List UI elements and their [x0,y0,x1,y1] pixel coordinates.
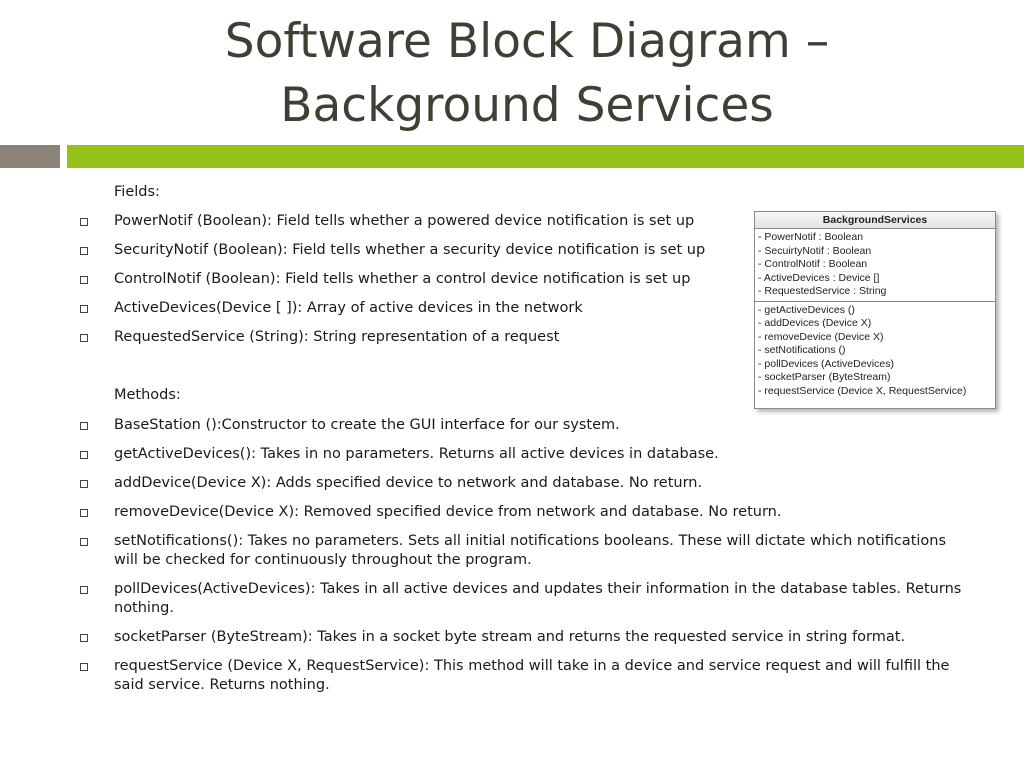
bullet-icon [80,634,88,642]
method-item: removeDevice(Device X): Removed specified device from network and database. No return. [114,504,782,520]
method-item: requestService (Device X, RequestService): This method will take in a device and service request and will fulfill the said service. Returns nothing. [114,658,950,693]
accent-bar-gray [0,145,60,168]
bullet-icon [80,509,88,517]
uml-operation: - pollDevices (ActiveDevices) [758,357,894,370]
uml-operation: - removeDevice (Device X) [758,330,884,343]
method-item: getActiveDevices(): Takes in no parameters. Returns all active devices in database. [114,446,719,462]
uml-operations [755,302,995,401]
uml-operation: - requestService (Device X, RequestService) [758,384,967,397]
uml-attribute: - ControlNotif : Boolean [758,258,868,270]
accent-bar-green [67,145,1024,168]
method-item: BaseStation ():Constructor to create the GUI interface for our system. [114,417,620,433]
bullet-icon [80,334,88,342]
method-item: socketParser (ByteStream): Takes in a socket byte stream and returns the requested service in string format. [114,629,906,645]
field-item: RequestedService (String): String representation of a request [114,329,560,345]
bullet-icon [80,480,88,488]
slide-title [0,10,1024,138]
uml-class-diagram [754,211,996,409]
uml-attribute: - SecuirtyNotif : Boolean [758,244,872,257]
bullet-icon [80,422,88,430]
uml-attribute: - ActiveDevices : Device [] [758,271,880,284]
uml-operation: - addDevices (Device X) [758,317,872,329]
bullet-icon [80,247,88,255]
field-item: SecurityNotif (Boolean): Field tells whether a security device notification is set up [114,242,706,258]
title-line-1: Software Block Diagram – [224,14,830,69]
fields-heading: Fields: [114,184,160,200]
uml-class-name: BackgroundServices [755,212,995,229]
bullet-icon [80,305,88,313]
uml-operation: - socketParser (ByteStream) [758,371,891,383]
uml-operation: - getActiveDevices () [758,303,855,316]
uml-attribute: - RequestedService : String [758,285,887,297]
field-item: ControlNotif (Boolean): Field tells whether a control device notification is set up [114,271,691,287]
field-item: PowerNotif (Boolean): Field tells whether a powered device notification is set up [114,213,695,229]
field-item: ActiveDevices(Device [ ]): Array of active devices in the network [114,300,583,316]
uml-attribute: - PowerNotif : Boolean [758,231,864,243]
uml-attributes [755,229,995,302]
bullet-icon [80,663,88,671]
bullet-icon [80,276,88,284]
bullet-icon [80,218,88,226]
bullet-icon [80,586,88,594]
method-item: addDevice(Device X): Adds specified device to network and database. No return. [114,475,703,491]
method-item: setNotifications(): Takes no parameters. Sets all initial notifications booleans. These will dictate which notifications will be checked for continuously throughout the program. [114,533,947,568]
uml-operation: - setNotifications () [758,344,846,356]
methods-heading: Methods: [114,387,181,403]
title-line-2: Background Services [280,78,774,133]
bullet-icon [80,538,88,546]
method-item: pollDevices(ActiveDevices): Takes in all active devices and updates their information in the database tables. Returns nothing. [114,581,962,616]
bullet-icon [80,451,88,459]
